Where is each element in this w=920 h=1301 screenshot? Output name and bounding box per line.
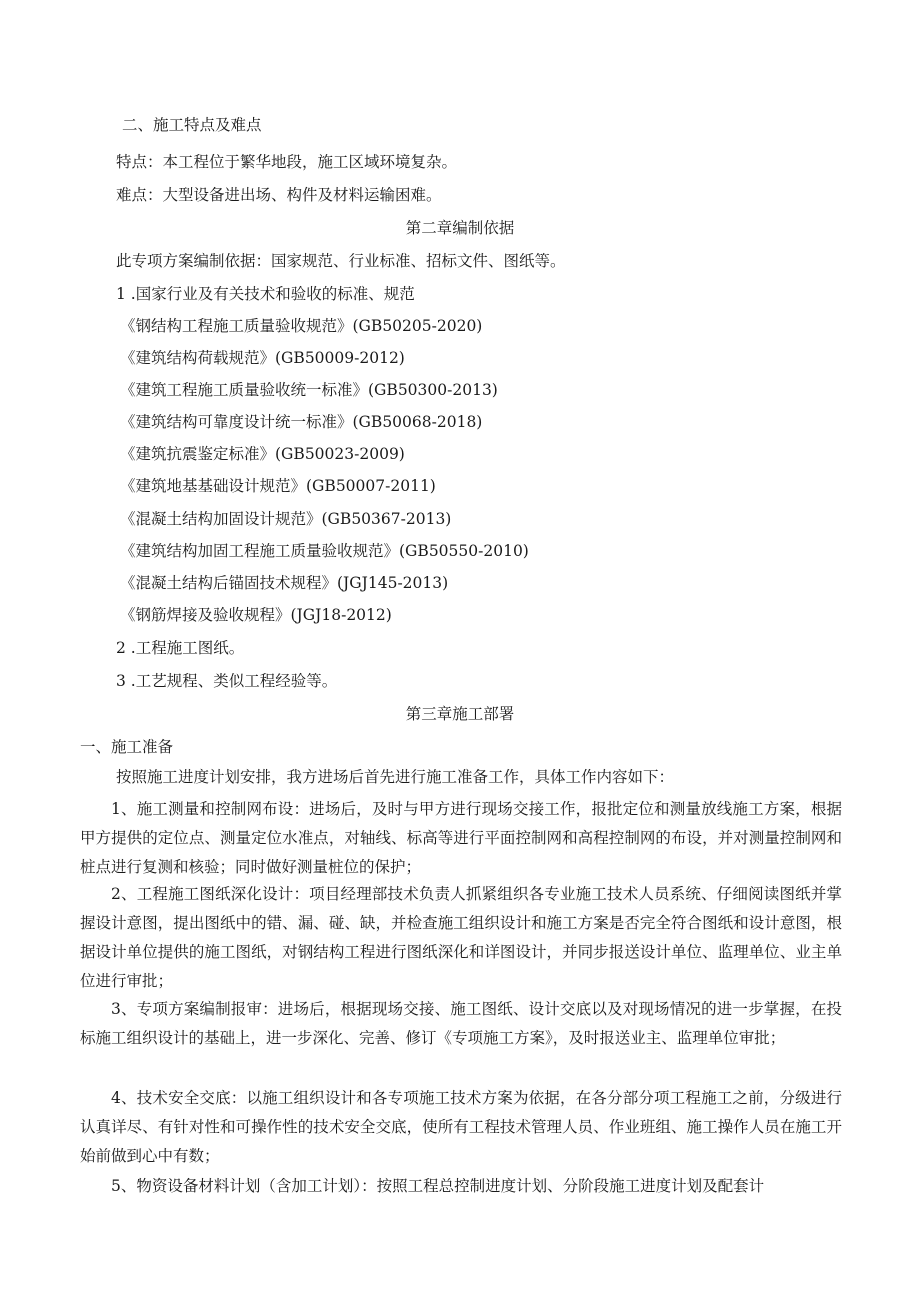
standard-item: 《建筑地基基础设计规范》(GB50007-2011): [120, 477, 436, 495]
standard-item: 《建筑结构可靠度设计统一标准》(GB50068-2018): [120, 413, 483, 431]
chapter2-intro: 此专项方案编制依据：国家规范、行业标准、招标文件、图纸等。: [116, 252, 566, 270]
prep-paragraph-1: 1、施工测量和控制网布设：进场后，及时与甲方进行现场交接工作，报批定位和测量放线施工方案，根据甲方提供的定位点、测量定位水准点，对轴线、标高等进行平面控制网和高程控制网的布设，并对测量控制网和桩点进行复测和核验；同时做好测量桩位的保护；: [80, 800, 842, 876]
standard-item: 《建筑结构加固工程施工质量验收规范》(GB50550-2010): [120, 542, 529, 560]
chapter2-item3: 3 .工艺规程、类似工程经验等。: [116, 672, 338, 690]
prep-paragraph-5: 5、物资设备材料计划（含加工计划）：按照工程总控制进度计划、分阶段施工进度计划及配套计: [111, 1177, 765, 1195]
standard-item: 《建筑工程施工质量验收统一标准》(GB50300-2013): [120, 381, 498, 399]
standard-item: 《混凝土结构加固设计规范》(GB50367-2013): [120, 510, 452, 528]
prep-paragraph-4: 4、技术安全交底：以施工组织设计和各专项施工技术方案为依据，在各分部分项工程施工之前，分级进行认真详尽、有针对性和可操作性的技术安全交底，使所有工程技术管理人员、作业班组、施工操作人员在施工开始前做到心中有数；: [80, 1089, 842, 1165]
features-text: 特点：本工程位于繁华地段，施工区域环境复杂。: [116, 153, 458, 171]
chapter2-item1: 1 .国家行业及有关技术和验收的标准、规范: [116, 285, 415, 303]
standard-item: 《钢筋焊接及验收规程》(JGJ18-2012): [120, 606, 392, 624]
chapter2-item2: 2 .工程施工图纸。: [116, 639, 245, 657]
standard-item: 《建筑结构荷载规范》(GB50009-2012): [120, 349, 405, 367]
standard-item: 《混凝土结构后锚固技术规程》(JGJ145-2013): [120, 574, 449, 592]
chapter2-title: 第二章编制依据: [405, 219, 515, 237]
chapter3-section1: 一、施工准备: [80, 738, 174, 756]
chapter3-intro: 按照施工进度计划安排，我方进场后首先进行施工准备工作，具体工作内容如下：: [116, 768, 675, 786]
standard-item: 《钢结构工程施工质量验收规范》(GB50205-2020): [120, 317, 483, 335]
prep-paragraph-2: 2、工程施工图纸深化设计：项目经理部技术负责人抓紧组织各专业施工技术人员系统、仔细阅读图纸并掌握设计意图，提出图纸中的错、漏、碰、缺，并检查施工组织设计和施工方案是否完全符合图纸和设计意图，根据设计单位提供的施工图纸，对钢结构工程进行图纸深化和详图设计，并同步报送设计单位、监理单位、业主单位进行审批；: [80, 885, 842, 990]
difficulties-text: 难点：大型设备进出场、构件及材料运输困难。: [116, 186, 442, 204]
prep-paragraph-3: 3、专项方案编制报审：进场后，根据现场交接、施工图纸、设计交底以及对现场情况的进一步掌握，在投标施工组织设计的基础上，进一步深化、完善、修订《专项施工方案》，及时报送业主、监理单位审批；: [80, 1000, 842, 1047]
section-features-heading: 二、施工特点及难点: [122, 116, 262, 134]
chapter3-title: 第三章施工部署: [405, 705, 515, 723]
standard-item: 《建筑抗震鉴定标准》(GB50023-2009): [120, 445, 405, 463]
